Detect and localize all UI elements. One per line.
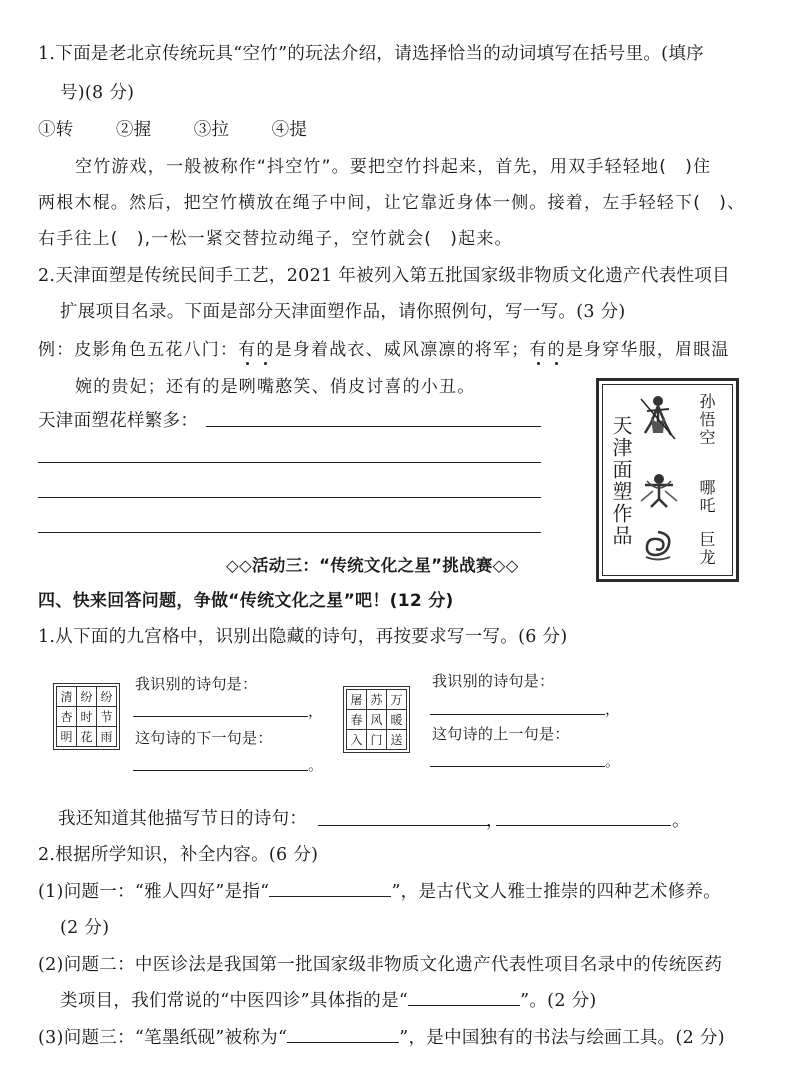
poem-grid-2 [343,686,410,753]
grid2-cell: 门 [367,730,387,750]
activity-title: ◇◇活动三：“传统文化之星”挑战赛◇◇ [226,556,519,575]
grid1-cell: 时 [77,707,97,727]
example-part-e: 是身穿华服，眉眼温 [565,340,730,360]
q2-answer-line-1[interactable] [206,426,541,427]
q1-title-line2: 号)(8 分) [60,83,135,103]
problem2-text-a: 类项目，我们常说的“中医四诊”具体指的是“ [60,991,409,1011]
grid1-cell: 纷 [77,687,97,707]
grid2-label-previous: 这句诗的上一句是： [432,725,570,743]
option-1: ①转 [38,120,74,140]
problem1-text-b: ”，是古代文人雅士推崇的四种艺术修养。 [391,882,722,902]
section4-heading: 四、快来回答问题，争做“传统文化之星”吧！(12 分) [38,591,454,611]
grid1-label-next: 这句诗的下一句是： [135,729,273,747]
option-4: ④提 [271,120,308,140]
grid2-cell: 入 [347,730,367,750]
grid1-cell: 纷 [97,687,117,707]
problem2-line1: (2)问题二：中医诊法是我国第一批国家级非物质文化遗产代表性项目名录中的传统医药 [38,955,723,975]
grid1-answer-line-2[interactable] [133,770,308,771]
grid2-cell: 苏 [367,690,387,710]
grid2-period: 。 [605,752,621,770]
grid2-cell: 风 [367,710,387,730]
q2-title-line2: 扩展项目名录。下面是部分天津面塑作品，请你照例句，写一写。(3 分) [60,302,626,322]
problem2-line2 [60,987,597,1012]
option-3: ③拉 [193,120,230,140]
dragon-figure-icon [641,529,675,563]
grid1-cell: 花 [77,727,97,747]
grid2-label-identified: 我识别的诗句是： [432,672,555,690]
grid1-cell: 清 [57,687,77,707]
q2-title-line1: 2.天津面塑是传统民间手工艺，2021 年被列入第五批国家级非物质文化遗产代表性项目 [38,266,730,286]
grid1-label-identified: 我识别的诗句是： [135,675,258,693]
q1-passage-line1: 空竹游戏，一般被称作“抖空竹”。要把空竹抖起来，首先，用双手轻轻地( )住 [75,157,712,177]
grid2-answer-line-2[interactable] [430,766,605,767]
grid2-cell: 屠 [347,690,367,710]
figure-title: 天津面塑作品 [609,415,633,547]
q1-passage-line3: 右手往上( ),一松一紧交替拉动绳子，空竹就会( )起来。 [38,229,513,249]
also-know-comma: ， [486,811,504,831]
grid2-cell: 送 [387,730,407,750]
nezha-figure-icon [639,471,679,509]
q2-answer-line-2[interactable] [38,462,541,463]
problem1-line [38,878,721,903]
also-know-answer-line-1[interactable] [318,825,488,826]
option-2: ②握 [115,120,152,140]
q2-answer-line-3[interactable] [38,497,541,498]
problem3-text-b: ”，是中国独有的书法与绘画工具。(2 分) [399,1028,725,1048]
problem3-text-a: (3)问题三：“笔墨纸砚”被称为“ [38,1028,288,1048]
problem1-text-a: (1)问题一：“雅人四好”是指“ [38,882,270,902]
figure-label-monkey-king: 孙悟空 [697,393,716,447]
problem3-answer-blank[interactable] [287,1028,399,1043]
grid2-cell: 春 [347,710,367,730]
grid2-cell: 万 [387,690,407,710]
q2-prompt: 天津面塑花样繁多： [38,411,199,431]
grid2-answer-line-1[interactable] [430,714,605,715]
q1-options [38,116,307,141]
figure-label-dragon: 巨龙 [697,531,716,567]
q1-title-line1: 1.下面是老北京传统玩具“空竹”的玩法介绍，请选择恰当的动词填写在括号里。(填序 [38,44,704,64]
grid1-period: 。 [308,756,324,774]
grid1-cell: 杏 [57,707,77,727]
example-dot-3: 有 [529,340,548,360]
grid2-comma: ， [605,700,621,718]
also-know-answer-line-2[interactable] [496,825,671,826]
grid1-cell: 明 [57,727,77,747]
also-know-period: 。 [672,811,690,831]
problem2-text-b: ”。(2 分) [520,991,597,1011]
problem1-score: (2 分) [60,918,110,938]
section4-q2-title: 2.根据所学知识，补全内容。(6 分) [38,845,319,865]
problem1-answer-blank[interactable] [269,882,391,897]
q1-passage-line2: 两根木棍。然后，把空竹横放在绳子中间，让它靠近身体一侧。接着，左手轻轻下( )、 [38,193,746,213]
grid1-answer-line-1[interactable] [133,716,308,717]
example-dot-2: 的 [256,340,275,360]
poem-grid-1 [53,683,120,750]
grid1-comma: ， [308,702,324,720]
monkey-king-figure-icon [637,393,679,443]
q2-example-line2: 婉的贵妃；还有的是咧嘴憨笑、俏皮讨喜的小丑。 [75,377,476,397]
dough-figurine-panel [596,378,739,582]
q2-answer-line-4[interactable] [38,532,541,533]
example-part-a: 例：皮影角色五花八门： [38,340,239,360]
q2-example-line1 [38,335,730,360]
section4-q1-title: 1.从下面的九宫格中，识别出隐藏的诗句，再按要求写一写。(6 分) [38,627,568,647]
example-dot-1: 有 [238,340,257,360]
problem3-line [38,1024,725,1049]
also-know-prompt: 我还知道其他描写节日的诗句： [58,809,308,829]
grid1-cell: 节 [97,707,117,727]
problem2-answer-blank[interactable] [408,991,520,1006]
figure-label-nezha: 哪吒 [697,479,716,515]
grid1-cell: 雨 [97,727,117,747]
example-dot-4: 的 [547,340,566,360]
grid2-cell: 暖 [387,710,407,730]
example-part-c: 是身着战衣、威风凛凛的将军； [274,340,530,360]
